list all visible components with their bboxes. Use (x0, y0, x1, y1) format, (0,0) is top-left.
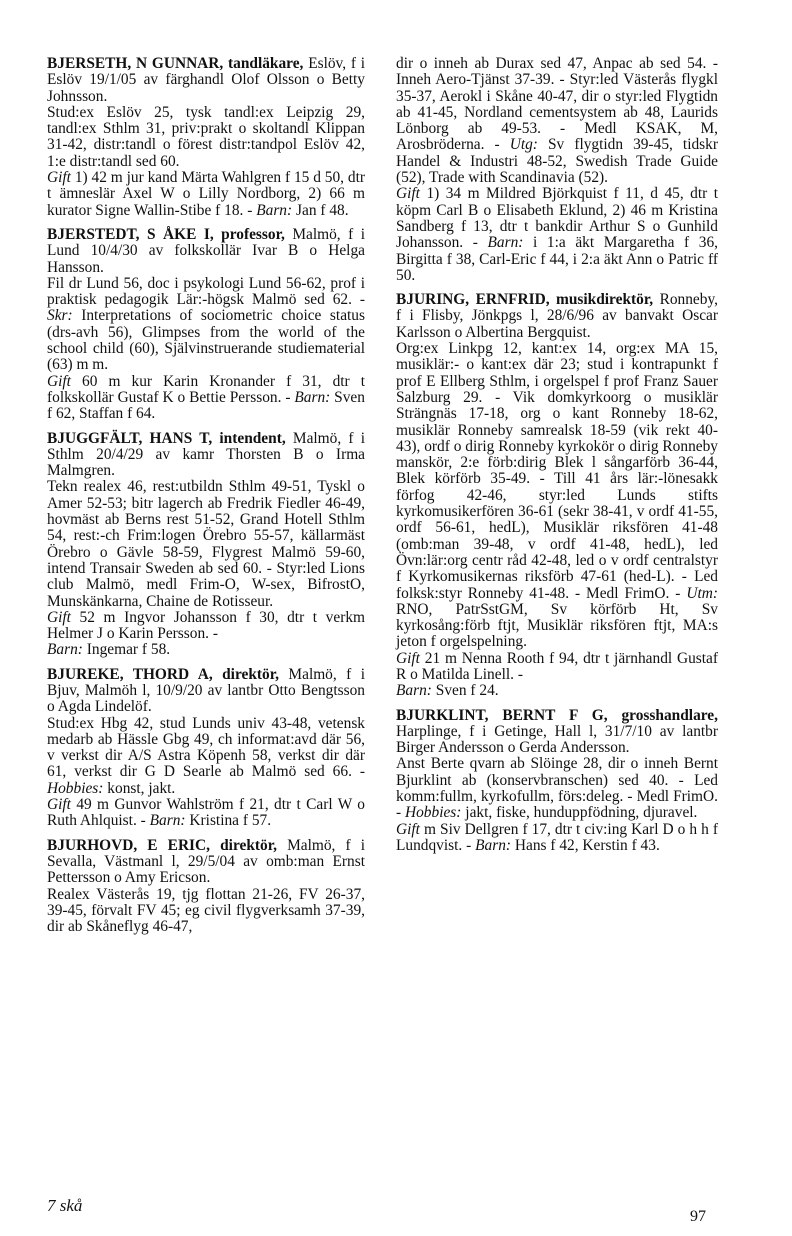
entry-text: Harplinge, f i Getinge, Hall l, 31/7/10 av lantbr Birger Andersson o Gerda Andersson. (396, 722, 718, 757)
label-barn: Barn: (396, 682, 432, 700)
label-barn: Barn: (487, 234, 524, 252)
entry-text: Eslöv, f i Eslöv 19/1/05 av färghandl Olof Olsson o Betty Johnsson. (47, 55, 365, 105)
entry-text: 1) 34 m Mildred Björkquist f 11, d 45, dtr t köpm Carl B o Elisabeth Eklund, 2) 46 m Kristina Sandberg f 13, dtr t bankdir Arthur S o Gunhild Johansson. - (396, 185, 718, 252)
label-barn: Barn: (149, 812, 186, 830)
label-barn: Barn: (256, 201, 293, 219)
entry-heading: BJURHOVD, E ERIC, direktör, (47, 836, 277, 854)
label-gift: Gift (396, 185, 420, 203)
entry-text: Jan f 48. (296, 201, 349, 219)
label-utg: Utg: (509, 136, 538, 154)
entry-text: Realex Västerås 19, tjg flottan 21-26, FV 26-37, 39-45, förvalt FV 45; eg civil flygverksamh 37-39, dir ab Skåneflyg 46-47, (47, 885, 365, 936)
entry-bjuring (396, 292, 718, 699)
entry-text: Fil dr Lund 56, doc i psykologi Lund 56-62, prof i praktisk pedagogik Lär:-högsk Malmö sed 62. - (47, 274, 365, 309)
entry-bjureke (47, 667, 365, 830)
entry-bjerstedt (47, 227, 365, 423)
entry-text: Sven f 62, Staffan f 64. (47, 388, 365, 423)
entry-text: RNO, PatrSstGM, Sv körförb Ht, Sv kyrkosång:förb ftjt, Musiklär riksfören ftjt, MA:s jeton f orgelspelning. (396, 600, 718, 651)
entry-text: i 1:a äkt Margaretha f 36, Birgitta f 38, Carl-Eric f 44, i 2:a äkt Ann o Patric ff 50. (396, 234, 718, 284)
entry-heading: BJERSTEDT, S ÅKE I, professor, (47, 225, 285, 243)
entry-heading: BJURKLINT, BERNT F G, grosshandlare, (396, 706, 718, 724)
entry-heading: BJUREKE, THORD A, direktör, (47, 665, 279, 683)
entry-bjerseth: BJERSETH, N GUNNAR, tandläkare, Eslöv, f i Eslöv 19/1/05 av färghandl Olof Olsson o Betty Johnsson. Stud:ex Eslöv 25, tysk tandl:ex Leipzig 29, tandl:ex Sthlm 31, priv:prakt o skoltandl Klippan 31-42, distr:tandl o förest distr:tandpol Eslöv 42, 1:e distr:tandl sed 60. Gift 1) 42 m jur kand Märta Wahlgren f 15 d 50, dtr t ämneslär Axel W o Lilly Nordborg, 2) 66 m kurator Signe Wallin-Stibe f 18. - Barn: Jan f 48. (47, 55, 365, 219)
entry-text: Ronneby, f i Flisby, Jönkpgs l, 28/6/96 av banvakt Oscar Karlsson o Albertina Bergquist. (396, 291, 718, 341)
label-utm: Utm: (686, 584, 718, 602)
left-column (47, 56, 365, 943)
label-hobbies: Hobbies: (405, 804, 462, 822)
entry-text: Tekn realex 46, rest:utbildn Sthlm 49-51, Tyskl o Amer 52-53; bitr lagerch ab Fredrik Fiedler 46-49, hovmäst ab Berns rest 51-52, Grand Hotell Sthlm 54, rest:-ch Frim:logen Örebro 55-57, källarmäst Örebro o Gävle 58-59, Flygrest Malmö 59-60, intend Transair Sweden ab sed 60. - Styr:led Lions club Malmö, medl Frim-O, W-sex, BifrostO, Munskänkarna, Chaine de Rotisseur. (47, 478, 365, 610)
label-gift: Gift (47, 608, 71, 626)
page-number: 97 (690, 1208, 706, 1225)
label-gift: Gift (47, 169, 71, 187)
entry-text: Sven f 24. (435, 682, 499, 700)
entry-bjurhovd-continued (396, 56, 718, 284)
entry-text: Malmö, f i Bjuv, Malmöh l, 10/9/20 av lantbr Otto Bengtsson o Agda Lindelöf. (47, 665, 365, 716)
entry-text: Kristina f 57. (189, 812, 272, 830)
label-gift: Gift (396, 820, 420, 838)
label-barn: Barn: (47, 641, 83, 659)
entry-bjurhovd (47, 838, 365, 936)
entry-heading: BJERSETH, N GUNNAR, tandläkare, (47, 55, 304, 72)
entry-text: Ingemar f 58. (86, 641, 171, 659)
entry-text: konst, jakt. (107, 779, 176, 797)
entry-text: Sv flygtidn 39-45, tidskr Handel & Industri 48-52, Swedish Trade Guide (52), Trade with Scandinavia (52). (396, 136, 718, 187)
entry-text: 21 m Nenna Rooth f 94, dtr t järnhandl Gustaf R o Matilda Linell. - (396, 649, 718, 683)
entry-text: 49 m Gunvor Wahlström f 21, dtr t Carl W o Ruth Ahlquist. - (47, 796, 365, 830)
entry-text: Stud:ex Eslöv 25, tysk tandl:ex Leipzig 29, tandl:ex Sthlm 31, priv:prakt o skoltandl Klippan 31-42, distr:tandl o förest distr:tandpol Eslöv 42, 1:e distr:tandl sed 60. (47, 103, 365, 170)
entry-text: 1) 42 m jur kand Märta Wahlgren f 15 d 50, dtr t ämneslär Axel W o Lilly Nordborg, 2) 66 m kurator Signe Wallin-Stibe f 18. (47, 169, 365, 219)
entry-bjuggfalt (47, 431, 365, 659)
entry-text: dir o inneh ab Durax sed 47, Anpac ab sed 54. - Inneh Aero-Tjänst 37-39. - Styr:led Västerås flygkl 35-37, Aerokl i Skåne 40-47, dir o styr:led Flygtidn ab 41-45, Nordland cementsystem ab 48, Laurids Lönborg ab 49-53. - Medl KSAK, M, Arosbröderna. - (396, 55, 718, 154)
label-barn: Barn: (475, 836, 512, 854)
entry-bjurklint (396, 708, 718, 855)
label-skr: Skr: (47, 307, 73, 325)
entry-text: 52 m Ingvor Johansson f 30, dtr t verkm Helmer J o Karin Persson. - (47, 608, 365, 643)
entry-text: Org:ex Linkpg 12, kant:ex 14, org:ex MA 15, musiklär:- o kant:ex där 23; stud i kontrapunkt f prof E Ellberg Sthlm, i orgelspel f prof Franz Sauer Salzburg 29. - Vik domkyrkoorg o musiklär Strängnäs 17-18, org o kant Ronneby 18-62, musiklär Ronneby samrealsk 18-59 (vik rekt 40-43), ordf o dirig Ronneby kyrkokör o dirig Ronneby manskör, 2:e förb:dirig Blek l sångarförb 36-44, Blek körförb 35-49. - Till 41 års lär:-lönesakk förfog 42-46, styr:led Lunds stifts kyrkomusikerfören 36-61 (sekr 38-41, v ordf 41-55, ordf 56-61, hedL), Musiklär riksfören 41-48 (omb:man 39-48, v ordf 41-48, hedL), led Övn:lär:org centr råd 42-48, led o v ordf centralstyr f Kyrkomusikernas riksförb 47-61 (hed-L). - Led folksk:styr Ronneby 41-48. - Medl FrimO. - (396, 340, 718, 602)
entry-text: Interpretations of sociometric choice status (drs-avh 56), Glimpses from the world of the school child (60), Självinstruerande studiematerial (63) m m. (47, 307, 365, 374)
entry-text: Stud:ex Hbg 42, stud Lunds univ 43-48, vetensk medarb ab Hässle Gbg 49, ch informat:avd där 56, v verkst dir A/S Astra Köpenh 58, verkst dir där 61, verkst dir G D Searle ab Malmö sed 66. - (47, 714, 365, 781)
signature-mark: 7 skå (47, 1196, 83, 1215)
label-gift: Gift (396, 649, 420, 667)
entry-text: jakt, fiske, hunduppfödning, djuravel. (465, 804, 698, 822)
label-gift: Gift (47, 372, 71, 390)
entry-text: Malmö, f i Lund 10/4/30 av folkskollär Ivar B o Helga Hansson. (47, 225, 365, 276)
entry-text: m Siv Dellgren f 17, dtr t civ:ing Karl D o h h f Lundqvist. - (396, 820, 718, 854)
label-barn: Barn: (294, 388, 331, 406)
entry-text: Anst Berte qvarn ab Slöinge 28, dir o inneh Bernt Bjurklint ab (konservbranschen) sed 40. - Led komm:fullm, kyrkofullm, förs:deleg. - Medl FrimO. - (396, 755, 718, 822)
entry-text: Hans f 42, Kerstin f 43. (514, 836, 660, 854)
label-hobbies: Hobbies: (47, 779, 104, 797)
right-column (396, 56, 718, 862)
entry-heading: BJURING, ERNFRID, musikdirektör, (396, 291, 654, 309)
entry-text: Malmö, f i Sthlm 20/4/29 av kamr Thorsten B o Irma Malmgren. (47, 429, 365, 480)
entry-text: Malmö, f i Sevalla, Västmanl l, 29/5/04 av omb:man Ernst Pettersson o Amy Ericson. (47, 836, 366, 887)
entry-text: 60 m kur Karin Kronander f 31, dtr t folkskollär Gustaf K o Bettie Persson. - (47, 372, 365, 406)
entry-heading: BJUGGFÄLT, HANS T, intendent, (47, 429, 286, 447)
label-gift: Gift (47, 796, 71, 814)
